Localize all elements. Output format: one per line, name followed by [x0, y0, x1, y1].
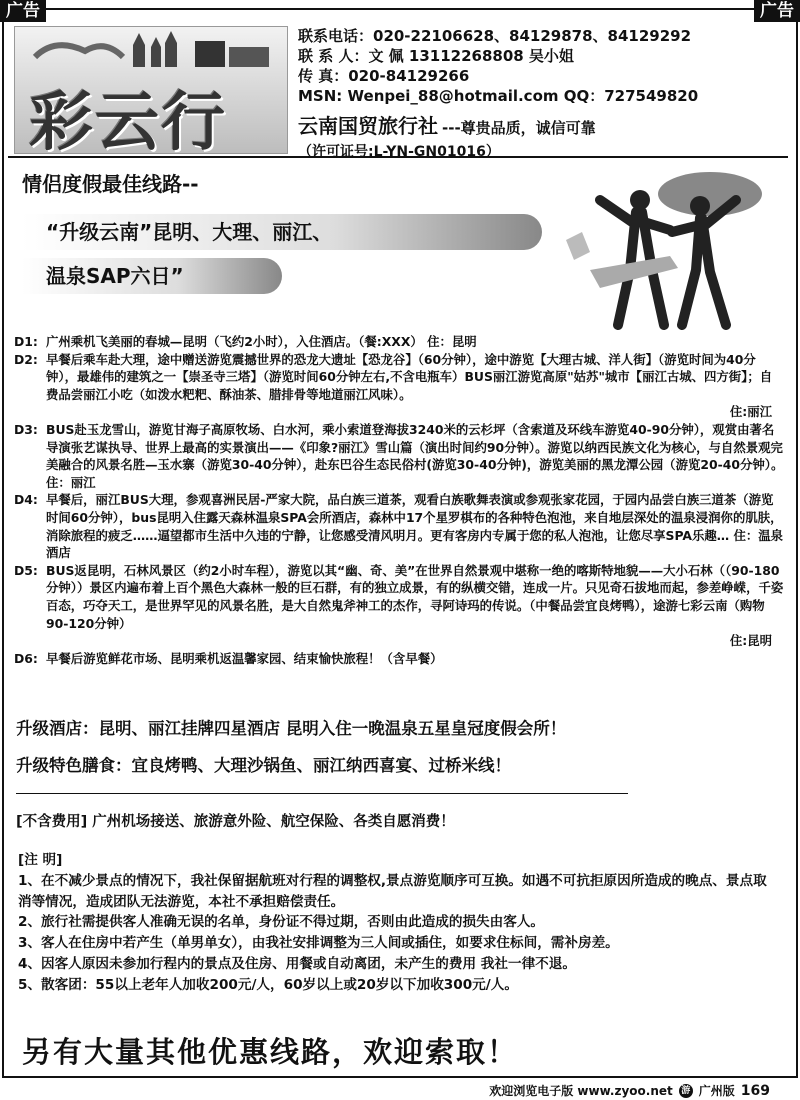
day-text: BUS赴玉龙雪山，游览甘海子高原牧场、白水河，乘小索道登海拔3240米的云杉坪（含索道及环线车游览40-90分钟），观赏由著名导演张艺谋执导、世界上最高的实景演出——《印象?丽江》雪山篇（演出时间约90分钟）。游览以纳西民族文化为核心，与自然景观完美融合的风景名胜—玉水寨（游览30-40分钟），赴东巴谷生态民俗村(游览30-40分钟)，游览美丽的黑龙潭公园（游览20-40分钟）。住：丽江 — [46, 421, 784, 490]
upgrade-hotel: 升级酒店：昆明、丽江挂牌四星酒店 昆明入住一晚温泉五星皇冠度假会所！ — [16, 719, 567, 738]
note-item: 2、旅行社需提供客人准确无误的名单，身份证不得过期，否则由此造成的损失由客人。 — [18, 914, 545, 931]
footer — [489, 1082, 770, 1099]
day-text: 早餐后，丽江BUS大理，参观喜洲民居-严家大院，品白族三道茶，观看白族歌舞表演或参观张家花园，于园内品尝白族三道茶（游览时间60分钟），bus昆明入住露天森林温泉SPA会所酒店，森林中17个星罗棋布的各种特色泡池，来自地层深处的温泉浸润你的肌肤，消除旅程的疲乏……逼望都市生活中久违的宁静，让您感受清风明月。更有客房内专属于您的私人泡池，让您尽享SPA乐趣… 住：温泉酒店 — [46, 492, 784, 561]
note-item: 1、在不减少景点的情况下，我社保留据航班对行程的调整权,景点游览顺序可互换。如遇不可抗拒原因所造成的晚点、景点取消等情况，造成团队无法游览，本社不承担赔偿责任。 — [18, 872, 767, 910]
notes — [18, 850, 778, 996]
contact-msn: MSN: Wenpei_88@hotmail.com QQ：727549820 — [298, 87, 699, 105]
title-banner-2: 温泉SAP六日” — [22, 258, 282, 294]
itinerary — [14, 333, 784, 667]
itinerary-day — [14, 650, 784, 668]
logo — [14, 26, 288, 160]
day-text: 早餐后乘车赴大理，途中赠送游览震撼世界的恐龙大遗址【恐龙谷】（60分钟），途中游览【大理古城、洋人街】（游览时间为40分钟），最雄伟的建筑之一【崇圣寺三塔】（游览时间60分钟左右,不含电瓶车）BUS丽江游览高原"姑苏"城市【丽江古城、四方街】；自费品尝丽江小吃（如泼水粑粑、酥油茶、腊排骨等地道丽江风味）。 — [46, 351, 773, 402]
contact-phone: 联系电话：020-22106628、84129878、84129292 — [298, 27, 692, 45]
ad-tag-left: 广告 — [0, 0, 46, 22]
agency — [298, 110, 596, 161]
itinerary-day — [14, 491, 784, 561]
itinerary-day — [14, 351, 784, 421]
day-label: D4: — [14, 492, 38, 508]
note-item: 3、客人在住房中若产生（单男单女），由我社安排调整为三人间或插住，如要求住标间，需补房差。 — [18, 935, 619, 952]
notes-title: [注 明] — [18, 852, 63, 868]
license-number: （许可证号:L-YN-GN01016） — [298, 144, 500, 160]
day-text: 广州乘机飞美丽的春城—昆明（飞约2小时），入住酒店。（餐:XXX） 住：昆明 — [46, 334, 477, 349]
page-number: 169 — [740, 1082, 770, 1099]
day-text: 早餐后游览鲜花市场、昆明乘机返温馨家园、结束愉快旅程！（含早餐） — [46, 650, 443, 666]
contact-person: 联 系 人：文 佩 13112268808 吴小姐 — [298, 47, 574, 65]
divider — [16, 793, 628, 794]
day-text: BUS返昆明，石林风景区（约2小时车程），游览以其“幽、奇、美”在世界自然景观中堪称一绝的喀斯特地貌——大小石林（（90-180分钟））景区内遍布着上百个黑色大森林一般的巨石群，有的独立成景，有的纵横交错，连成一片。只见奇石拔地而起，参差峥嵘，千姿百态，巧夺天工，是世界罕见的风景名胜，是大自然鬼斧神工的杰作，寻阿诗玛的传说。（中餐品尝宜良烤鸭），途游七彩云南（购物90-120分钟） — [46, 562, 784, 631]
agency-slogan: ---尊贵品质，诚信可靠 — [442, 119, 596, 137]
site-badge-icon: 游 — [679, 1084, 693, 1098]
contact-fax: 传 真：020-84129266 — [298, 67, 470, 85]
exclusions: [不含费用] 广州机场接送、旅游意外险、航空保险、各类自愿消费！ — [16, 814, 455, 830]
closing-slogan: 另有大量其他优惠线路，欢迎索取！ — [22, 1035, 519, 1069]
day-stay: 住:丽江 — [729, 404, 772, 420]
agency-name: 云南国贸旅行社 — [298, 114, 438, 138]
header — [8, 22, 788, 158]
dancers-illustration — [560, 160, 780, 330]
day-label: D6: — [14, 650, 38, 666]
note-item: 4、因客人原因未参加行程内的景点及住房、用餐或自动离团，未产生的费用 我社一律不退。 — [18, 955, 576, 972]
itinerary-day — [14, 562, 784, 650]
day-label: D1: — [14, 334, 38, 349]
logo-text: 彩云行 — [29, 85, 227, 160]
day-label: D5: — [14, 562, 38, 578]
ad-tag-right: 广告 — [754, 0, 800, 22]
footer-site[interactable]: 欢迎浏览电子版 www.zyoo.net — [489, 1084, 673, 1098]
title-banner-1: “升级云南”昆明、大理、丽江、 — [22, 214, 542, 250]
contacts — [298, 26, 788, 106]
itinerary-day — [14, 421, 784, 491]
day-stay: 住:昆明 — [729, 633, 772, 649]
upgrade-food: 升级特色膳食：宜良烤鸭、大理沙锅鱼、丽江纳西喜宴、过桥米线！ — [16, 756, 511, 775]
note-item: 5、散客团：55以上老年人加收200元/人，60岁以上或20岁以下加收300元/人。 — [18, 976, 518, 993]
day-label: D3: — [14, 421, 38, 437]
day-label: D2: — [14, 351, 38, 367]
headline: 情侣度假最佳线路-- — [22, 172, 199, 196]
footer-edition: 广州版 — [698, 1084, 735, 1098]
itinerary-day — [14, 333, 784, 351]
